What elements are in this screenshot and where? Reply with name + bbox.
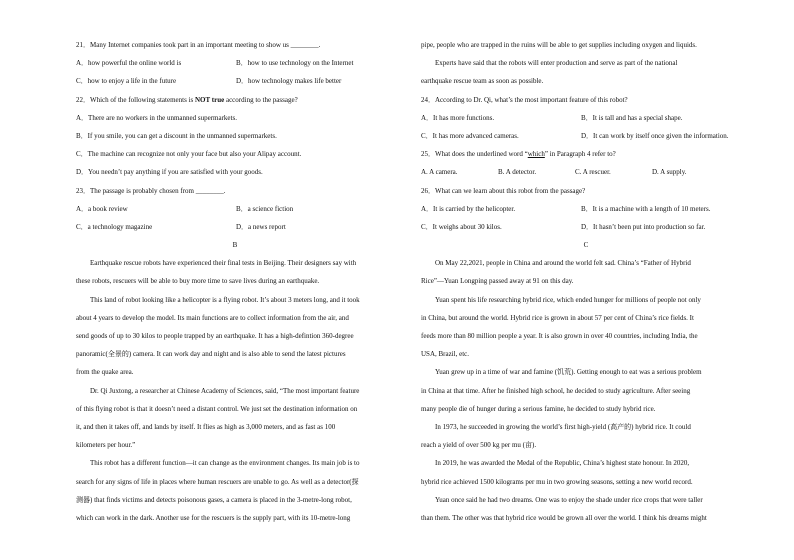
option-b: B．It is tall and has a special shape. <box>581 113 683 122</box>
passage-line: of this flying robot is that it doesn’t need a distant control. We just set the destination information on <box>76 404 358 413</box>
option-a: A．There are no workers in the unmanned supermarkets. <box>76 113 237 122</box>
passage-line: kilometers per hour.” <box>76 441 136 450</box>
option-d: D．You needn’t pay anything if you are satisfied with your goods. <box>76 168 263 177</box>
passage-line: 测器) that finds victims and detects poisonous gases, a camera is placed in the 3-metre-long robot, <box>76 495 352 504</box>
section-b-heading: B <box>232 241 238 250</box>
section-c-heading: C <box>583 241 589 250</box>
passage-line: Rice”—Yuan Longping passed away at 91 on this day. <box>421 277 574 286</box>
passage-line: in China at that time. After he finished high school, he decided to study agriculture. After seeing <box>421 386 691 395</box>
right-column <box>421 36 751 527</box>
question-21-options-row1 <box>76 54 394 72</box>
option-c: C. A rescuer. <box>575 168 611 177</box>
underlined-which: which <box>527 150 545 159</box>
question-25-stem: 25．What does the underlined word “which” in Paragraph 4 refer to? <box>421 150 616 159</box>
question-24-options-row1 <box>421 109 751 127</box>
passage-line: pipe, people who are trapped in the ruins will be able to get supplies including oxygen and liquids. <box>421 41 697 49</box>
passage-line: it, and then it takes off, and lands by itself. It flies as high as 3,000 meters, and as fast as 100 <box>76 422 336 431</box>
passage-line: in China, but around the world. Hybrid rice is grown in about 57 per cent of China’s rice fields. It <box>421 313 694 322</box>
question-23-stem: 23．The passage is probably chosen from ________. <box>76 186 226 195</box>
option-b: B. A detector. <box>498 168 537 177</box>
option-d: D. A supply. <box>652 168 687 177</box>
question-25-options <box>421 163 751 181</box>
passage-line: This land of robot looking like a helicopter is a flying robot. It’s about 3 meters long, and it took <box>90 295 360 304</box>
passage-line: than them. The other was that hybrid rice would be grown all over the world. I think his dreams might <box>421 513 707 522</box>
option-c: C．The machine can recognize not only your face but also your Alipay account. <box>76 150 302 159</box>
option-c: C．It weighs about 30 kilos. <box>421 222 502 231</box>
option-c: C．a technology magazine <box>76 222 153 231</box>
question-24-options-row2 <box>421 127 751 145</box>
passage-line: Dr. Qi Juxtong, a researcher at Chinese Academy of Sciences, said, “The most important feature <box>90 386 360 395</box>
option-c: C．It has more advanced cameras. <box>421 131 519 140</box>
option-d: D．It can work by itself once given the information. <box>581 131 729 140</box>
passage-line: In 1973, he succeeded in growing the world’s first high-yield (高产的) hybrid rice. It could <box>435 422 691 431</box>
option-b: B．how to use technology on the Internet <box>236 59 354 68</box>
option-d: D．a news report <box>236 222 286 231</box>
question-26-stem: 26．What can we learn about this robot from the passage? <box>421 186 586 195</box>
passage-line: Yuan spent his life researching hybrid rice, which ended hunger for millions of people not only <box>435 295 701 304</box>
option-b: B．It is a machine with a length of 10 meters. <box>581 204 711 213</box>
option-d: D．how technology makes life better <box>236 77 342 86</box>
passage-line: from the quake area. <box>76 368 134 377</box>
option-a: A. A camera. <box>421 168 458 177</box>
question-23-options-row2 <box>76 218 394 236</box>
option-a: A．It has more functions. <box>421 113 495 122</box>
question-23-options-row1 <box>76 200 394 218</box>
passage-line: send goods of up to 30 kilos to people trapped by an earthquake. It has a high-defintion 360-degree <box>76 332 354 340</box>
passage-line: Earthquake rescue robots have experienced their final tests in Beijing. Their designers say with <box>90 259 357 268</box>
passage-line: about 4 years to develop the model. Its main functions are to collect information from the air, and <box>76 313 349 322</box>
passage-line: many people die of hunger during a serious famine, he decided to study hybrid rice. <box>421 404 656 413</box>
question-22-stem: 22．Which of the following statements is NOT true according to the passage? <box>76 95 298 104</box>
passage-line: Experts have said that the robots will enter production and serve as part of the national <box>435 59 678 68</box>
question-21-options-row2 <box>76 72 394 90</box>
passage-line-with-underlined-which: which can work in the dark. Another use for the rescuers is the supply part, with its 10-metre-long <box>76 513 351 522</box>
question-26-options-row1 <box>421 200 751 218</box>
question-21-stem: 21．Many Internet companies took part in an important meeting to show us ________. <box>76 41 321 49</box>
passage-line: USA, Brazil, etc. <box>421 350 470 359</box>
passage-line: feeds more than 80 million people a year. It is also grown in over 40 countries, including India, the <box>421 332 698 340</box>
passage-line: panoramic(全景的) camera. It can work day and night and is also able to send the latest pictures <box>76 350 346 359</box>
option-a: A．a book review <box>76 204 128 213</box>
passage-line: On May 22,2021, people in China and around the world felt sad. China’s “Father of Hybrid <box>435 259 691 268</box>
passage-line: reach a yield of over 500 kg per mu (亩). <box>421 441 537 450</box>
passage-line: In 2019, he was awarded the Medal of the Republic, China’s highest state honour. In 2020, <box>435 459 690 468</box>
passage-line: This robot has a different function—it can change as the environment changes. Its main job is to <box>90 459 360 468</box>
passage-line: hybrid rice achieved 1500 kilograms per mu in two growing seasons, setting a new world record. <box>421 477 693 486</box>
option-a: A．how powerful the online world is <box>76 59 182 68</box>
passage-line: these robots, rescuers will be able to buy more time to save lives during an earthquake. <box>76 277 320 286</box>
passage-line: Yuan grew up in a time of war and famine (饥荒). Getting enough to eat was a serious problem <box>435 368 702 377</box>
emphasis-not-true: NOT true <box>194 95 225 104</box>
option-b: B．If you smile, you can get a discount in the unmanned supermarkets. <box>76 131 277 140</box>
option-a: A．It is carried by the helicopter. <box>421 204 516 213</box>
passage-line: search for any signs of life in places where human rescuers are unable to go. As well as a detector(探 <box>76 477 359 486</box>
passage-line: Yuan once said he had two dreams. One was to enjoy the shade under rice crops that were taller <box>435 495 703 504</box>
passage-line: earthquake rescue team as soon as possible. <box>421 77 544 86</box>
option-c: C．how to enjoy a life in the future <box>76 77 177 86</box>
option-d: D．It hasn’t been put into production so far. <box>581 222 706 231</box>
question-24-stem: 24．According to Dr. Qi, what’s the most important feature of this robot? <box>421 95 628 104</box>
option-b: B．a science fiction <box>236 204 294 213</box>
left-column <box>76 36 394 527</box>
question-26-options-row2 <box>421 218 751 236</box>
